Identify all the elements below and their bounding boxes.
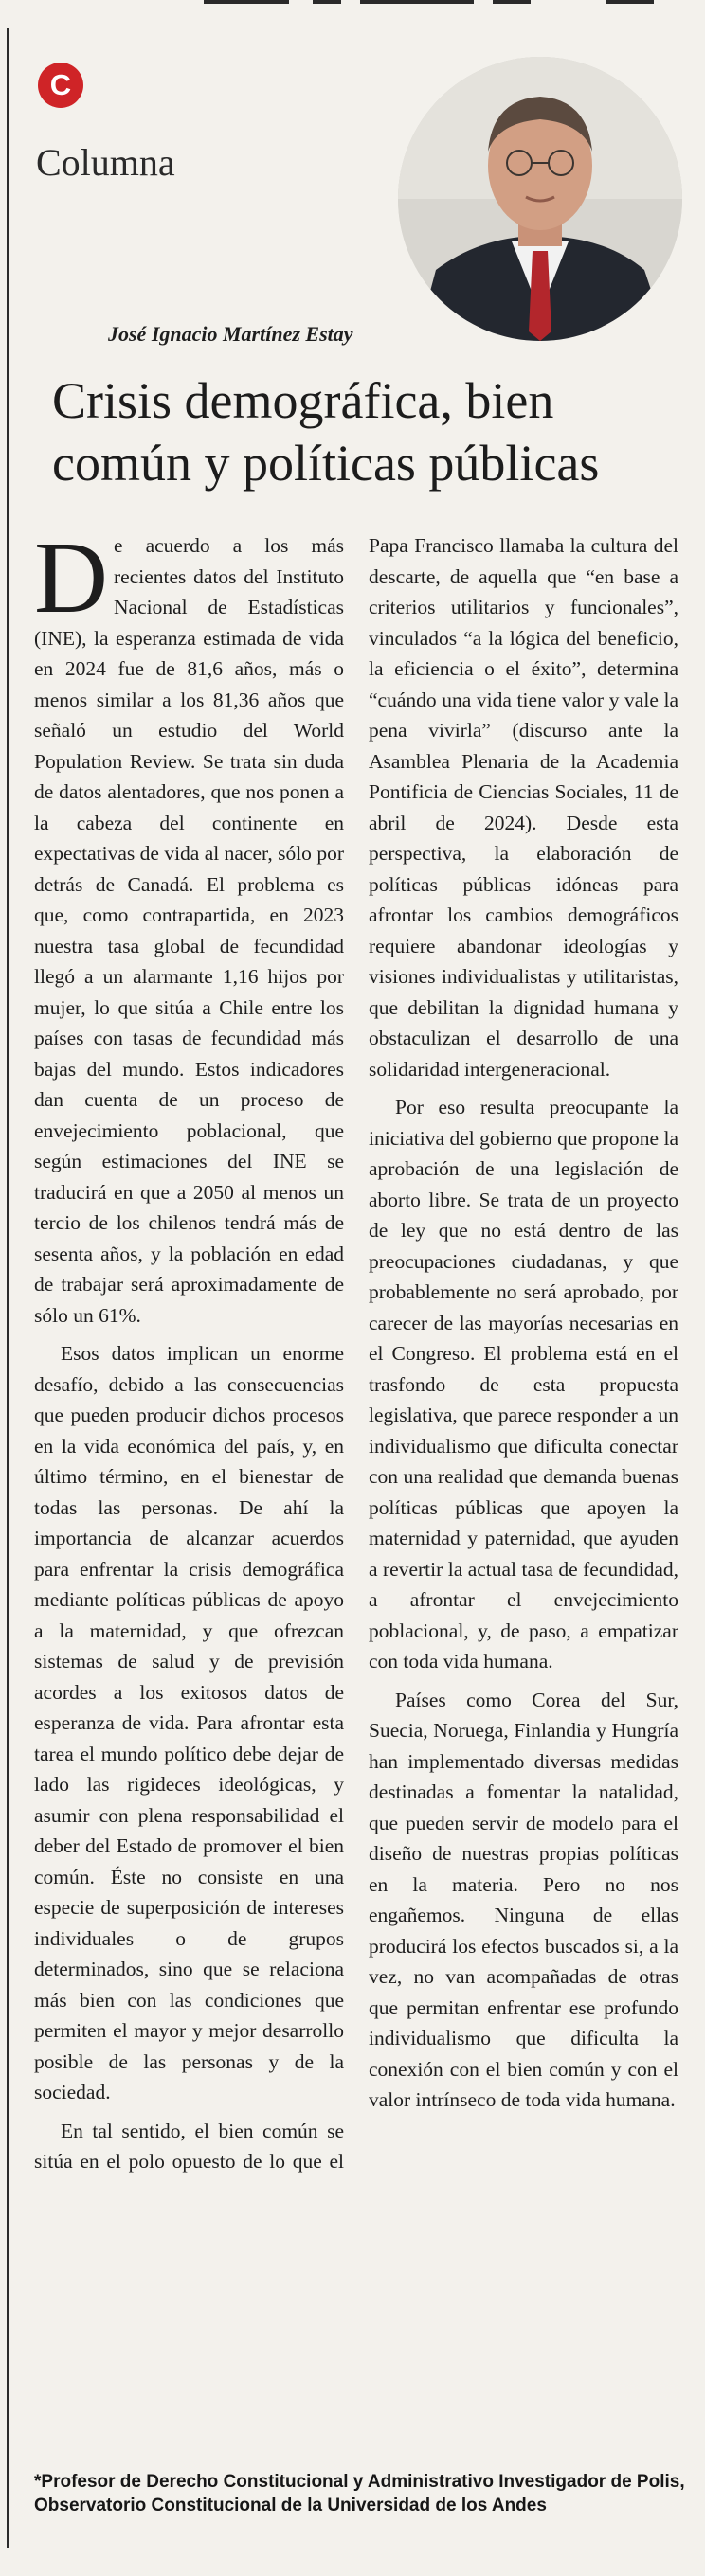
- paragraph-5: Países como Corea del Sur, Suecia, Noruega, Finlandia y Hungría han implementado diversas medidas destinadas a fomentar la natalidad, que pueden servir de modelo para el diseño de nuestras propias políticas en la materia. Pero no nos engañemos. Ninguna de ellas producirá los efectos buscados si, a la vez, no van acompañadas de otras que permitan enfrentar ese profundo individualismo que dificulta la conexión con el bien común y con el valor intrínseco de toda vida humana.: [369, 1688, 678, 2111]
- paragraph-3: En tal sentido, el bien común se sitúa en el polo opuesto de lo que el Papa Francisco llamaba la cultura del descarte, de aquella que “en base a criterios utilitarios y funcionales”, vinculados “a la lógica del beneficio, la eficiencia o el éxito”, determina “cuándo una vida tiene valor y vale la pena vivirla” (discurso ante la Asamblea Plenaria de la Academia Pontificia de Ciencias Sociales, 11 de abril de 2024). Desde esta perspectiva, la elaboración de políticas públicas idóneas para afrontar los cambios demográficos requiere abandonar ideologías y visiones individualistas y utilitaristas, que debilitan la dignidad humana y obstaculizan el desarrollo de una solidaridad intergeneracional.: [34, 534, 678, 2173]
- section-label: Columna: [36, 141, 175, 184]
- paragraph-1-text: e acuerdo a los más recientes datos del Instituto Nacional de Estadísticas (INE), la esperanza estimada de vida en 2024 fue de 81,6 años, más o menos similar a los 81,36 años que señaló un estudio del World Population Review. Se trata sin duda de datos alentadores, que nos ponen a la cabeza del continente en expectativas de vida al nacer, sólo por detrás de Canadá. El problema es que, como contrapartida, en 2023 nuestra tasa global de fecundidad llegó a un alarmante 1,16 hijos por mujer, lo que sitúa a Chile entre los países con tasas de fecundidad más bajas del mundo. Estos indicadores dan cuenta de un proceso de envejecimiento poblacional, que según estimaciones del INE se traducirá en que a 2050 al menos un tercio de los chilenos tendrá más de sesenta años, y la población en edad de trabajar será aproximadamente de sólo un 61%.: [34, 534, 344, 1327]
- author-bio-footnote: *Profesor de Derecho Constitucional y Administrativo Investigador de Polis, Observatorio Constitucional de la Universidad de los Andes: [34, 2472, 685, 2515]
- author-name: José Ignacio Martínez Estay: [108, 322, 353, 346]
- drop-cap: D: [34, 522, 108, 635]
- author-photo: [398, 57, 682, 341]
- paragraph-4: Por eso resulta preocupante la iniciativa del gobierno que propone la aprobación de una legislación de aborto libre. Se trata de un proyecto de ley que no está dentro de las preocupaciones ciudadanas, y que probablemente no será aprobado, por carecer de las mayorías necesarias en el Congreso. El problema está en el trasfondo de esta propuesta legislativa, que parece responder a un individualismo que dificulta conectar con una realidad que demanda buenas políticas públicas que apoyen la maternidad y paternidad, que ayuden a revertir la actual tasa de fecundidad, a afrontar el envejecimiento poblacional, y, de paso, a empatizar con toda vida humana.: [369, 1096, 678, 1673]
- paragraph-2: Esos datos implican un enorme desafío, debido a las consecuencias que pueden producir dichos procesos en la vida económica del país, y, en último término, en el bienestar de todas las personas. De ahí la importancia de alcanzar acuerdos para enfrentar la crisis demográfica mediante políticas públicas de apoyo a la maternidad, y que ofrezcan sistemas de salud y de previsión acordes a los exitosos datos de esperanza de vida. Para afrontar esta tarea el mundo político debe dejar de lado las rigideces ideológicas, y asumir con plena responsabilidad el deber del Estado de promover el bien común. Éste no consiste en una especie de superposición de intereses individuales o de grupos determinados, sino que se relaciona más bien con las condiciones que permiten el mayor y mejor desarrollo posible de las personas y de la sociedad.: [34, 1342, 344, 2103]
- top-rule: [0, 0, 705, 8]
- paragraph-1: [34, 522, 344, 1331]
- headline: Crisis demográfica, bien común y políticas públicas: [52, 372, 600, 492]
- left-margin-rule: [7, 28, 9, 2548]
- section-badge: C: [38, 63, 83, 108]
- author-portrait-illustration: [398, 57, 682, 341]
- article-body: [34, 522, 678, 2458]
